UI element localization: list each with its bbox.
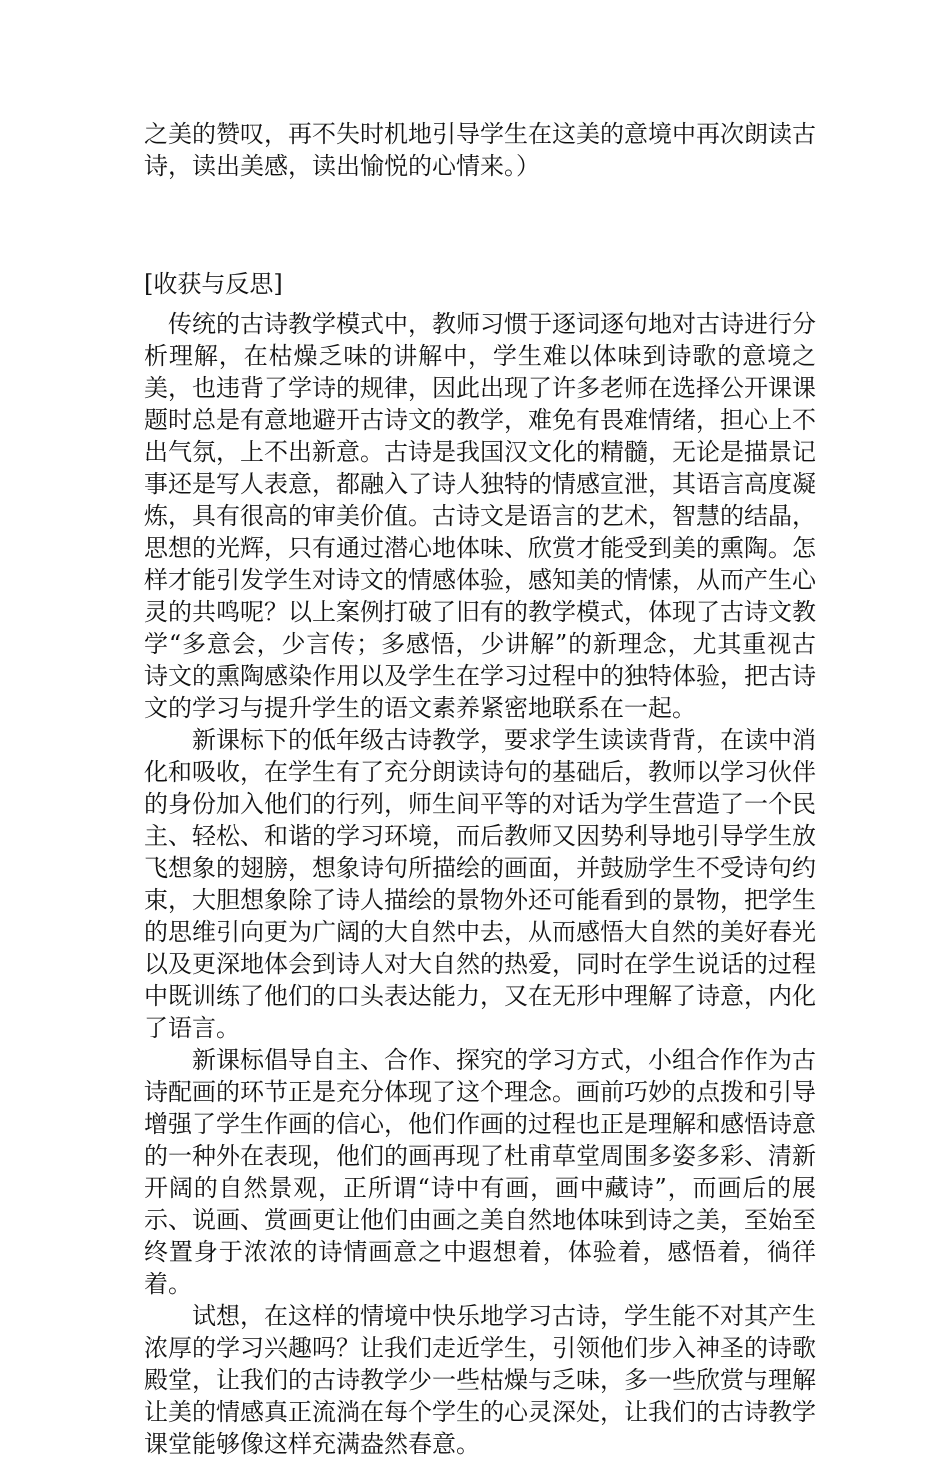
section-heading: [收获与反思] (144, 270, 283, 298)
document-body (144, 118, 816, 1460)
paragraph: 新课标倡导自主、合作、探究的学习方式，小组合作作为古诗配画的环节正是充分体现了这个理念。画前巧妙的点拨和引导增强了学生作画的信心，他们作画的过程也正是理解和感悟诗意的一种外在表现，他们的画再现了杜甫草堂周围多姿多彩、清新开阔的自然景观，正所谓“诗中有画，画中藏诗”，而画后的展示、说画、赏画更让他们由画之美自然地体味到诗之美，至始至终置身于浓浓的诗情画意之中遐想着，体验着，感悟着，徜徉着。 (144, 1046, 816, 1298)
paragraph: 传统的古诗教学模式中，教师习惯于逐词逐句地对古诗进行分析理解，在枯燥乏味的讲解中，学生难以体味到诗歌的意境之美，也违背了学诗的规律，因此出现了许多老师在选择公开课课题时总是有意地避开古诗文的教学，难免有畏难情绪，担心上不出气氛，上不出新意。古诗是我国汉文化的精髓，无论是描景记事还是写人表意，都融入了诗人独特的情感宣泄，其语言高度凝炼，具有很高的审美价值。古诗文是语言的艺术，智慧的结晶，思想的光辉，只有通过潜心地体味、欣赏才能受到美的熏陶。怎样才能引发学生对诗文的情感体验，感知美的情愫，从而产生心灵的共鸣呢？以上案例打破了旧有的教学模式，体现了古诗文教学“多意会，少言传；多感悟，少讲解”的新理念，尤其重视古诗文的熏陶感染作用以及学生在学习过程中的独特体验，把古诗文的学习与提升学生的语文素养紧密地联系在一起。 (144, 310, 816, 722)
intro-text: 之美的赞叹，再不失时机地引导学生在这美的意境中再次朗读古诗，读出美感，读出愉悦的心情来。） (144, 120, 816, 180)
paragraph: 新课标下的低年级古诗教学，要求学生读读背背，在读中消化和吸收，在学生有了充分朗读诗句的基础后，教师以学习伙伴的身份加入他们的行列，师生间平等的对话为学生营造了一个民主、轻松、和谐的学习环境，而后教师又因势利导地引导学生放飞想象的翅膀，想象诗句所描绘的画面，并鼓励学生不受诗句约束，大胆想象除了诗人描绘的景物外还可能看到的景物，把学生的思维引向更为广阔的大自然中去，从而感悟大自然的美好春光以及更深地体会到诗人对大自然的热爱，同时在学生说话的过程中既训练了他们的口头表达能力，又在无形中理解了诗意，内化了语言。 (144, 726, 816, 1042)
paragraph: 试想，在这样的情境中快乐地学习古诗，学生能不对其产生浓厚的学习兴趣吗？让我们走近学生，引领他们步入神圣的诗歌殿堂，让我们的古诗教学少一些枯燥与乏味，多一些欣赏与理解让美的情感真正流淌在每个学生的心灵深处，让我们的古诗教学课堂能够像这样充满盎然春意。 (144, 1302, 816, 1458)
